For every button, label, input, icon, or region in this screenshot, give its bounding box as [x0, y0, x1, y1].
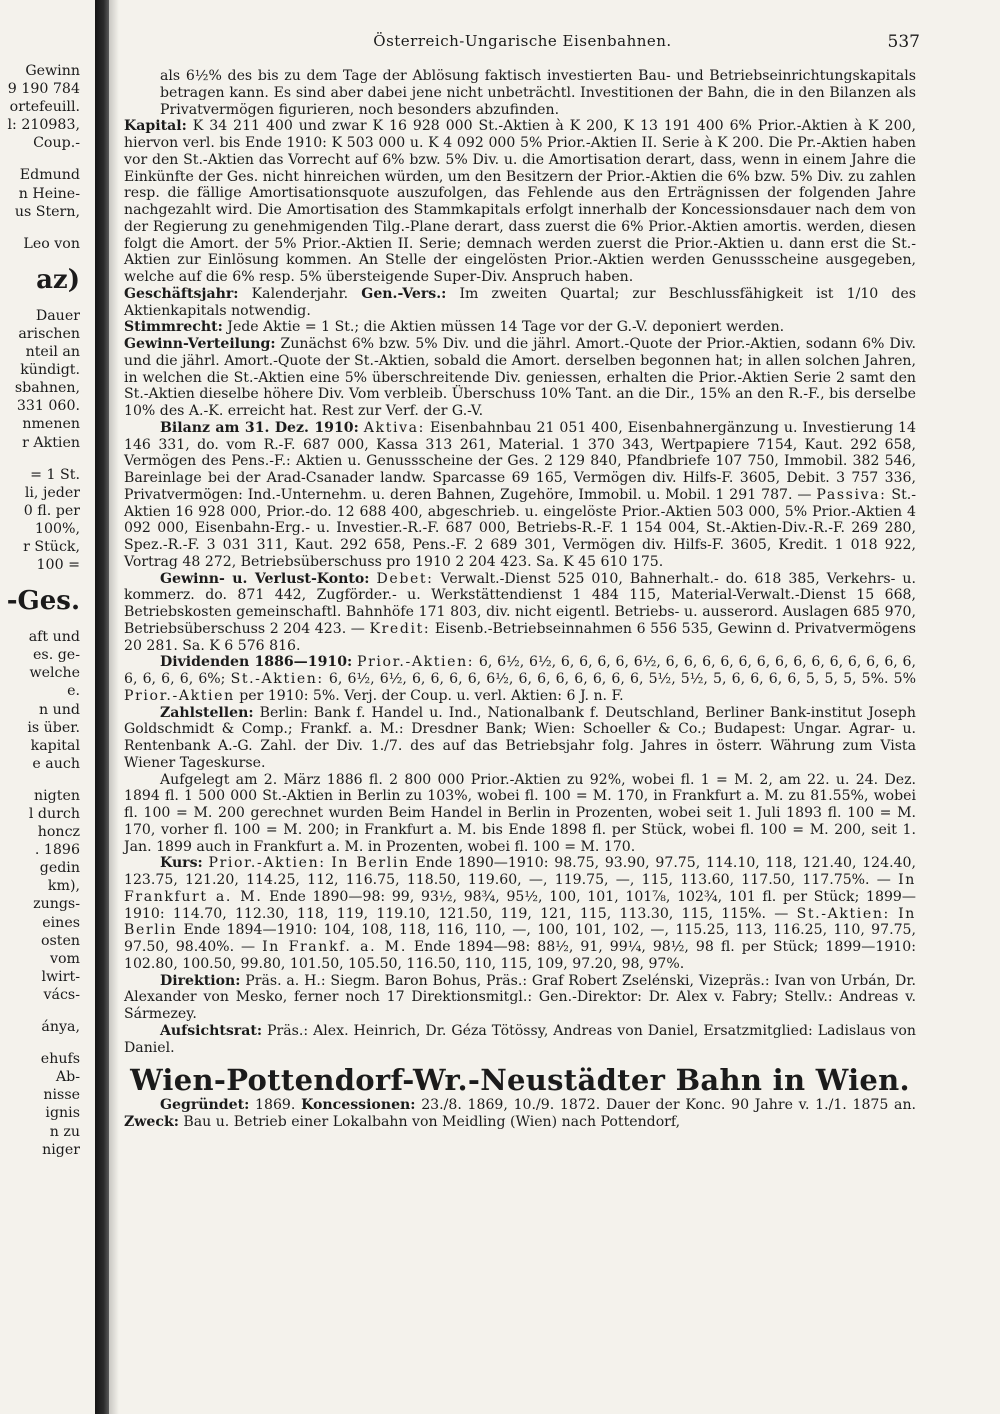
zweck-label: Zweck:: [124, 1113, 179, 1130]
kurs-prior-label: Prior.-Aktien:: [208, 855, 326, 872]
margin-text-line: kapital: [30, 737, 80, 754]
genvers-label: Gen.-Vers.:: [361, 285, 447, 302]
bilanz-label: Bilanz am 31. Dez. 1910:: [160, 419, 359, 436]
margin-gap: [0, 1004, 80, 1018]
margin-text-line: kündigt.: [20, 362, 80, 379]
dividenden-label: Dividenden 1886—1910:: [160, 654, 353, 671]
kapital-label: Kapital:: [124, 118, 187, 135]
margin-text-line: nisse: [43, 1087, 80, 1104]
aufgelegt-paragraph: Aufgelegt am 2. März 1886 fl. 2 800 000 Prior.-Aktien zu 92%, wobei fl. 1 = M. 2, am 22. u. 24. Dez. 1894 fl. 1 500 000 St.-Aktien in Berlin zu 103%, wobei fl. 100 = M. 170, in Frankfurt a. M. zu 81.55%, wobei fl. 100 = M. 200 gerechnet wurden Beim Handel in Berlin in Prozenten, wobei seit 1. Juli 1893 fl. 100 = M. 170, vorher fl. 100 = M. 200; in Frankfurt a. M. bis Ende 1898 fl. per Stück, wobei fl. 100 = M. 200, seit 1. Jan. 1899 auch in Frankfurt a. M. in Prozenten, wobei fl. 100 = M. 170.: [124, 771, 916, 855]
margin-heading-fragment: -Ges.: [6, 586, 80, 617]
margin-text-line: arischen: [18, 325, 80, 342]
margin-text-line: ignis: [45, 1105, 80, 1122]
margin-gap: [0, 152, 80, 166]
kurs-frankfurt-text-1: Ende 1890—98: 99, 93½, 98¾, 95½, 100, 101, 101⅞, 102¾, 101 fl. per Stück; 1899—1910: 114.70, 112.30, 118, 119, 119.10, 121.50, 119, 121, 115, 113.30, 115, 115%. —: [124, 888, 916, 922]
kurs-berlin-text-1: Ende 1890—1910: 98.75, 93.90, 97.75, 114.10, 118, 121.40, 124.40, 123.75, 121.20, 114.25, 112, 116.75, 118.50, 119.60, —, 119.75, —, 115, 113.60, 117.50, 117.75%. —: [124, 855, 916, 888]
margin-text-line: is über.: [27, 719, 80, 736]
page-body: [124, 68, 916, 1131]
aufsichtsrat-paragraph: [124, 1023, 916, 1057]
kurs-berlin-label-1: In Berlin: [331, 855, 410, 872]
margin-text-line: . 1896: [34, 842, 80, 859]
margin-text-line: 0 fl. per: [23, 502, 80, 519]
guv-sep: [370, 571, 377, 587]
guv-kredit-text: Eisenb.-Betriebseinnahmen 6 556 535, Gewinn d. Privatvermögens 20 281. Sa. K 6 576 816.: [124, 620, 916, 654]
margin-text-line: Coup.-: [33, 135, 80, 152]
margin-text-line: nigten: [34, 787, 80, 804]
direktion-text: Präs. a. H.: Siegm. Baron Bohus, Präs.: Graf Robert Zselénski, Vizepräs.: Ivan von Urbán, Dr. Alexander von Mesko, ferner noch 17 Direktionsmitgl.: Gen.-Direktor: Dr. Alex v. Fabry; Stellv.: Andreas v. Sármezey.: [124, 972, 916, 1022]
margin-text-line: Leo von: [23, 235, 80, 252]
gegruendet-label: Gegründet:: [160, 1097, 250, 1113]
margin-text-line: nmenen: [22, 416, 80, 433]
margin-text-line: n Heine-: [18, 185, 80, 202]
margin-gap: [0, 452, 80, 466]
margin-text-line: 9 190 784: [7, 81, 80, 98]
margin-text-line: = 1 St.: [30, 466, 80, 483]
guv-debet-text: Verwalt.-Dienst 525 010, Bahnerhalt.- do. 618 385, Verkehrs- u. kommerz. do. 871 442, Zugförder.- u. Werkstättendienst 1 484 115, Material-Verwalt.-Dienst 15 668, Betriebskosten gemeinschaftl. Bahnhöfe 171 803, div. nicht eigentl. Betriebs- u. ausserord. Auslagen 685 970, Betriebsüberschuss 2 204 423. —: [124, 570, 916, 637]
running-header: [125, 32, 920, 58]
margin-text-line: vács-: [43, 986, 80, 1003]
margin-text-line: welche: [29, 665, 80, 682]
margin-text-line: eines: [42, 914, 80, 931]
kurs-paragraph: [124, 855, 916, 972]
margin-text-line: es. ge-: [33, 647, 80, 664]
margin-text-line: l durch: [28, 806, 80, 822]
margin-text-line: n zu: [49, 1123, 80, 1140]
margin-text-line: l: 210983,: [7, 117, 80, 134]
margin-text-line: us Stern,: [14, 203, 80, 220]
stimmrecht-label: Stimmrecht:: [124, 319, 223, 336]
margin-text-line: n und: [38, 701, 80, 718]
company-intro-paragraph: [124, 1097, 916, 1131]
bilanz-aktiva-label: Aktiva:: [363, 419, 425, 436]
margin-text-line: ánya,: [41, 1019, 80, 1036]
margin-text-line: aft und: [28, 629, 80, 646]
geschaeftsjahr-text: Kalenderjahr.: [238, 285, 349, 302]
margin-text-line: niger: [42, 1141, 80, 1158]
guv-kredit-label: Kredit:: [369, 620, 431, 637]
direktion-label: Direktion:: [160, 972, 241, 989]
margin-text-line: li, jeder: [24, 484, 80, 501]
zahlstellen-text: Berlin: Bank f. Handel u. Ind., Nationalbank f. Deutschland, Berliner Bank-institut Joseph Goldschmidt & Comp.; Frankf. a. M.: Dresdner Bank; Wien: Schoeller & Co.; Budapest: Ungar. Agrar- u. Rentenbank A.-G. Zahl. der Div. 1./7. des auf das Betriebsjahr folg. Jahres in österr. Währung zum Vista Wiener Tageskurse.: [124, 704, 916, 771]
margin-text-line: r Stück,: [23, 538, 80, 555]
margin-text-line: 100%,: [34, 520, 80, 537]
kurs-berlin-text-2: Ende 1894—1910: 104, 108, 118, 116, 110, —, 100, 101, 102, —, 115.25, 113, 116.25, 110, 97.75, 97.50, 98.40%. —: [124, 922, 916, 955]
margin-text-line: gedin: [39, 860, 80, 877]
koncessionen-text: 23./8. 1869, 10./9. 1872. Dauer der Konc. 90 Jahre v. 1./1. 1875 an.: [415, 1097, 917, 1113]
bilanz-aktiva-text: Eisenbahnbau 21 051 400, Eisenbahnergänzung u. Investierung 14 146 331, do. vom R.-F. 687 000, Kassa 313 261, Material. 1 370 343, Wertpapiere 7154, Kaut. 292 658, Vermögen des Pens.-F.: Aktien u. Genussscheine der Ges. 2 129 840, Pfandbriefe 107 750, Immobil. 382 546, Bareinlage bei der Arad-Csanader landw. Sparcasse 69 165, Vermögen div. Hilfs-F. 3605, Debit. 3 757 336, Privatvermögen: Ind.-Unternehm. u. deren Bahnen, Zugehöre, Immobil. u. Mobil. 1 291 787. —: [124, 419, 916, 503]
margin-text-line: 331 060.: [16, 398, 80, 415]
previous-page-margin: [0, 62, 80, 1159]
dividenden-tail-text: per 1910: 5%. Verj. der Coup. u. verl. Aktien: 6 J. n. F.: [234, 687, 624, 704]
margin-text-line: osten: [40, 932, 80, 949]
gewinnverteilung-label: Gewinn-Verteilung:: [124, 336, 276, 352]
stimmrecht-paragraph: [124, 319, 916, 336]
margin-text-line: ortefeuill.: [9, 99, 80, 116]
margin-text-line: honcz: [37, 824, 80, 841]
koncessionen-label: Koncessionen:: [301, 1097, 416, 1113]
kurs-frankfurt-label-1: In Frankfurt a. M.: [124, 872, 916, 905]
margin-gap: [0, 1036, 80, 1050]
kurs-frankfurt-label-2: In Frankf. a. M.: [262, 939, 407, 955]
direktion-paragraph: [124, 973, 916, 1023]
dividenden-prior-text: 6, 6½, 6½, 6, 6, 6, 6, 6½, 6, 6, 6, 6, 6, 6, 6, 6, 6, 6, 6, 6, 6, 6, 6, 6, 6, 6, 6%;: [124, 654, 916, 687]
margin-text-line: Gewinn: [25, 63, 80, 79]
margin-text-line: sbahnen,: [14, 380, 80, 397]
guv-label: Gewinn- u. Verlust-Konto:: [160, 570, 370, 587]
margin-text-line: ehufs: [40, 1051, 80, 1068]
genvers-text: Im zweiten Quartal; zur Beschlussfähigkeit ist 1/10 des Aktienkapitals notwendig.: [124, 285, 916, 319]
kapital-text: K 34 211 400 und zwar K 16 928 000 St.-Aktien à K 200, K 13 191 400 6% Prior.-Aktien à K 200, hiervon verl. bis Ende 1910: K 503 000 u. K 4 092 000 5% Prior.-Aktien II. Serie à K 200. Die Pr.-Aktien haben vor den St.-Aktien das Vorrecht auf 6% bzw. 5% Div. u. die Amortisation derart, dass, wenn in einem Jahre die Einkünfte der Ges. nicht hinreichen würden, um den Besitzern der Prior.-Aktien die 6% bzw. 5% Div. zu zahlen resp. die fällige Amortisationsquote auszufolgen, das Fehlende aus den Erträgnissen der folgenden Jahre nachgezahlt wird. Die Amortisation des Stammkapitals erfolgt innerhalb der Koncessionsdauer nach dem von der Regierung zu genehmigenden Tilg.-Plane derart, dass zuerst die 6% Prior.-Aktien amortis. werden, diesen folgt die Amort. der 5% Prior.-Aktien II. Serie; demnach werden zuerst die Prior.-Aktien u. dann erst die St.-Aktien zur Einlösung kommen. An Stelle der eingelösten Prior.-Aktien werden Genussscheine ausgegeben, welche auf die 6% resp. 5% übersteigende Super-Div. Anspruch haben.: [124, 118, 916, 285]
dividenden-paragraph: [124, 654, 916, 704]
margin-text-line: vom: [49, 950, 80, 967]
running-title: Österreich-Ungarische Eisenbahnen.: [373, 32, 672, 50]
gegruendet-text: 1869.: [249, 1097, 302, 1113]
kurs-frankfurt-text-2: Ende 1894—98: 88½, 91, 99¼, 98½, 98 fl. per Stück; 1899—1910: 102.80, 100.50, 99.80, 101.50, 105.50, 116.50, 110, 115, 109, 97.20, 98, 97%.: [124, 939, 916, 972]
geschaeftsjahr-paragraph: [124, 286, 916, 320]
margin-text-line: nteil an: [25, 344, 80, 361]
gewinnverteilung-paragraph: [124, 336, 916, 420]
gewinnverteilung-text: Zunächst 6% bzw. 5% Div. und die jährl. Amort.-Quote der Prior.-Aktien, sodann 6% Div. und die jährl. Amort.-Quote der St.-Aktien, sobald die Amort. derselben begonnen hat; in allen solchen Jahren, in welchen die St.-Aktien eine 5% überschreitende Div. geniessen, erhalten die Prior.-Aktien Serie 2 samt den St.-Aktien dieselbe höhere Div. Vom verbleib. Überschuss 10% Tant. an die Dir., 15% an den R.-F., bis derselbe 10% des A.-K. erreicht hat. Rest zur Verf. der G.-V.: [124, 336, 916, 419]
stimmrecht-text: Jede Aktie = 1 St.; die Aktien müssen 14 Tage vor der G.-V. deponiert werden.: [222, 319, 785, 336]
margin-gap: [0, 773, 80, 787]
margin-text-line: Edmund: [19, 167, 80, 184]
margin-text-line: lwirt-: [41, 968, 80, 985]
gutter-shadow: [109, 0, 119, 1414]
margin-text-line: Ab-: [55, 1069, 80, 1086]
geschaeftsjahr-label: Geschäftsjahr:: [124, 285, 239, 302]
aufsichtsrat-label: Aufsichtsrat:: [160, 1022, 263, 1039]
margin-text-line: e.: [67, 683, 80, 700]
aufsichtsrat-text: Präs.: Alex. Heinrich, Dr. Géza Tötössy, Andreas von Daniel, Ersatzmitglied: Ladislaus von Daniel.: [124, 1022, 916, 1056]
intro-paragraph: als 6½% des bis zu dem Tage der Ablösung faktisch investierten Bau- und Betriebseinrichtungskapitals betragen kann. Es sind aber dabei jene nicht unbeträchtl. Investitionen der Bahn, die in den Bilanzen als Privatvermögen figurieren, noch besonders abzufinden.: [160, 68, 916, 118]
margin-text-line: km),: [47, 878, 80, 895]
margin-text-line: 100 =: [36, 557, 80, 574]
guv-paragraph: [124, 571, 916, 655]
zweck-text: Bau u. Betrieb einer Lokalbahn von Meidling (Wien) nach Pottendorf,: [178, 1113, 681, 1130]
margin-gap: [0, 221, 80, 235]
zahlstellen-label: Zahlstellen:: [160, 704, 254, 721]
bilanz-paragraph: [124, 420, 916, 571]
dividenden-prior-label: Prior.-Aktien:: [357, 654, 475, 671]
company-heading: Wien-Pottendorf-Wr.-Neustädter Bahn in Wien.: [130, 1063, 910, 1098]
zahlstellen-paragraph: [124, 705, 916, 772]
bilanz-passiva-label: Passiva:: [816, 486, 887, 503]
kurs-sep-3: [890, 906, 898, 922]
dividenden-st-text: 6, 6½, 6½, 6, 6, 6, 6, 6½, 6, 6, 6, 6, 6, 6, 6, 5½, 5½, 5, 6, 6, 6, 6, 5, 5, 5, 5%. 5%: [323, 671, 916, 687]
margin-text-line: zungs-: [33, 896, 80, 913]
kapital-paragraph: [124, 118, 916, 286]
margin-text-line: Dauer: [35, 307, 80, 324]
margin-text-line: r Aktien: [22, 434, 80, 451]
book-gutter: [95, 0, 109, 1414]
dividenden-prior2-label: Prior.-Aktien: [124, 687, 235, 704]
margin-text-line: e auch: [32, 755, 80, 772]
kurs-berlin-label-2: In Berlin: [124, 905, 916, 939]
guv-debet-label: Debet:: [376, 570, 434, 587]
kurs-label: Kurs:: [160, 855, 203, 872]
dividenden-st-label: St.-Aktien:: [230, 671, 324, 687]
margin-heading-fragment: az): [36, 264, 80, 295]
bilanz-passiva-text: St.-Aktien 16 928 000, Prior.-do. 12 688 400, abgeschrieb. u. eingelöste Prior.-Aktien 503 000, 5% Prior.-Aktien 4 092 000, Eisenbahn-Erg.- u. Investier.-R.-F. 687 000, Betriebs-R.-F. 1 154 004, St.-Aktien-Div.-R.-F. 269 280, Spez.-R.-F. 3 031 311, Kaut. 292 658, Pens.-F. 2 689 301, Vermögen div. Hilfs-F. 3605, Kredit. 1 018 922, Vortrag 48 272, Betriebsüberschuss pro 1910 2 204 423. Sa. K 45 610 175.: [124, 486, 916, 570]
kurs-st-label: St.-Aktien:: [796, 905, 890, 922]
page-number: 537: [887, 32, 920, 52]
